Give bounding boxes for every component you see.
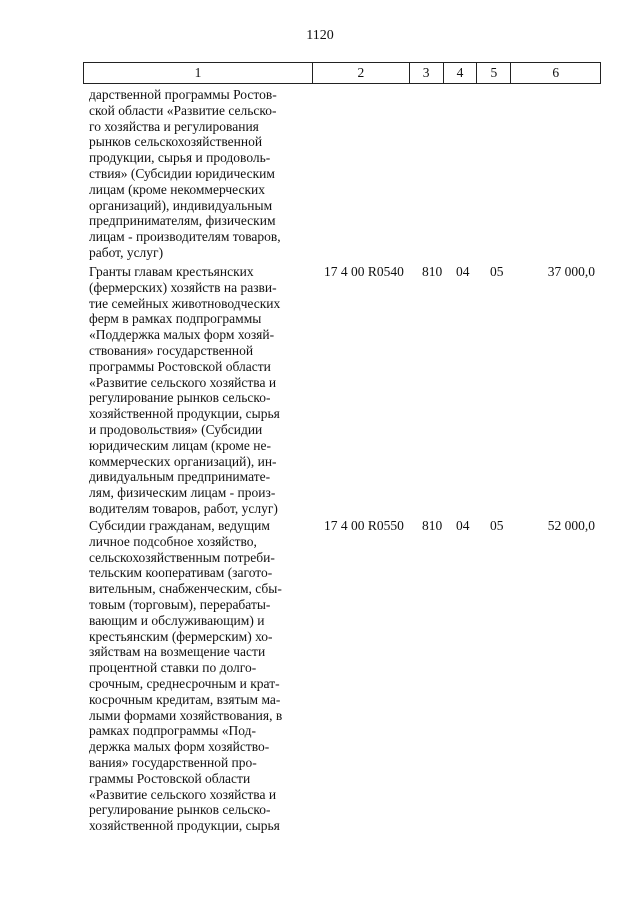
row-section: 04 <box>456 264 470 279</box>
column-header-1: 1 <box>84 63 313 83</box>
row-section: 04 <box>456 518 470 533</box>
column-header-6: 6 <box>552 65 560 80</box>
row-target-code: 17 4 00 R0550 <box>324 518 404 533</box>
row-expense-type: 810 <box>422 264 443 279</box>
row-expense-type: 810 <box>422 518 443 533</box>
column-header-5: 5 <box>477 63 511 83</box>
row-subsection: 05 <box>490 264 504 279</box>
row-subsection: 05 <box>490 518 504 533</box>
row-amount: 37 000,0 <box>547 264 595 279</box>
column-header-4: 4 <box>444 63 478 83</box>
table-header <box>83 62 601 84</box>
row-description: дарственной программы Ростов- ской области «Развитие сельско- го хозяйства и регулирования рынков сельскохозяйственной продукции, сырья и продоволь- ствия» (Субсидии юридическим лицам (кроме некоммерческих организаций), индивидуальным предпринимателям, физическим лицам - производителям товаров, работ, услуг) <box>89 87 281 260</box>
row-description: Гранты главам крестьянских (фермерских) хозяйств на разви- тие семейных животноводческих ферм в рамках подпрограммы «Поддержка малых форм хозяй- ствования» государственной программы Ростовской области «Развитие сельского хозяйства и регулирование рынков сельско- хозяйственной продукции, сырья и продовольствия» (Субсидии юридическим лицам (кроме не- коммерческих организаций), ин- дивидуальным предпринимате- лям, физическим лицам - произ- водителям товаров, работ, услуг) <box>89 264 281 516</box>
row-description: Субсидии гражданам, ведущим личное подсобное хозяйство, сельскохозяйственным потреби- тельским кооперативам (загото- вительным, снабженческим, сбы- товым (торговым), перерабаты- вающим и обслуживающим) и крестьянским (фермерским) хо- зяйствам на возмещение части процентной ставки по долго- срочным, среднесрочным и крат- косрочным кредитам, взятым ма- лыми формами хозяйствования, в рамках подпрограммы «Под- держка малых форм хозяйство- вания» государственной про- граммы Ростовской области «Развитие сельского хозяйства и регулирование рынков сельско- хозяйственной продукции, сырья <box>89 518 283 834</box>
column-header-2: 2 <box>313 63 410 83</box>
column-header-3: 3 <box>410 63 444 83</box>
page-number: 1120 <box>306 28 334 43</box>
row-amount: 52 000,0 <box>547 518 595 533</box>
row-target-code: 17 4 00 R0540 <box>324 264 404 279</box>
